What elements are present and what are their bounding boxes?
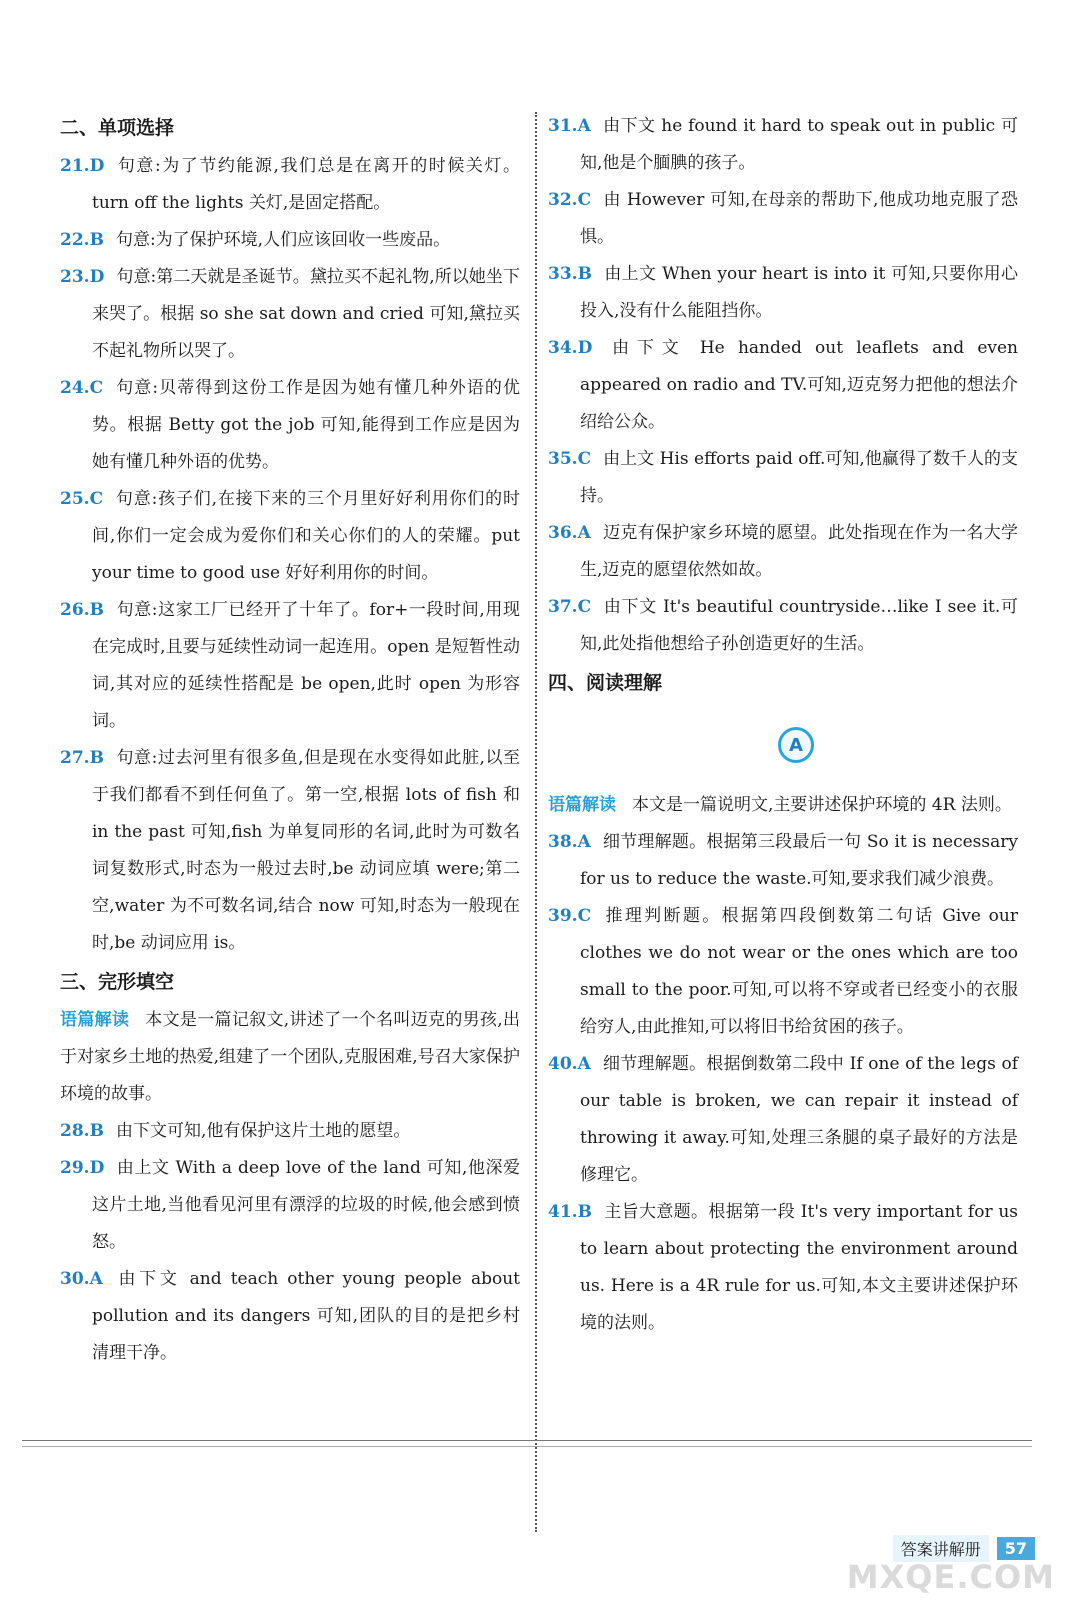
answer-item — [60, 370, 520, 481]
answer-explanation: 句意:第二天就是圣诞节。黛拉买不起礼物,所以她坐下来哭了。根据 so she sat down and cried 可知,黛拉买不起礼物所以哭了。 — [92, 267, 520, 361]
answer-explanation: 迈克有保护家乡环境的愿望。此处指现在作为一名大学生,迈克的愿望依然如故。 — [580, 523, 1018, 580]
answer-number: 31.A — [548, 116, 591, 136]
answer-number: 33.B — [548, 264, 592, 284]
answer-explanation: 由 However 可知,在母亲的帮助下,他成功地克服了恐惧。 — [580, 190, 1018, 247]
answer-number: 24.C — [60, 378, 104, 398]
book-name: 答案讲解册 — [893, 1535, 989, 1562]
answer-explanation: 句意:过去河里有很多鱼,但是现在水变得如此脏,以至于我们都看不到任何鱼了。第一空,根据 lots of fish 和 in the past 可知,fish 为单复同形的名词,此时为可数名词复数形式,时态为一般过去时,be 动词应填 were;第二空,water 为不可数名词,结合 now 可知,时态为一般现在时,be 动词应用 is。 — [92, 748, 520, 953]
answer-explanation: 推理判断题。根据第四段倒数第二句话 Give our clothes we do not wear or the ones which are too small to the poor.可知,可以将不穿或者已经变小的衣服给穷人,由此推知,可以将旧书给贫困的孩子。 — [580, 906, 1018, 1037]
scan-line — [22, 1446, 1032, 1447]
scan-line — [22, 1440, 1032, 1441]
passage-analysis — [60, 1002, 520, 1113]
answer-explanation: 由上文 When your heart is into it 可知,只要你用心投入,没有什么能阻挡你。 — [580, 264, 1018, 321]
passage-analysis-label: 语篇解读 — [548, 795, 616, 815]
answer-item — [548, 1194, 1018, 1342]
answer-explanation: 句意:这家工厂已经开了十年了。for+一段时间,用现在完成时,且要与延续性动词一起连用。open 是短暂性动词,其对应的延续性搭配是 be open,此时 open 为形容词。 — [92, 600, 520, 731]
right-column — [548, 108, 1018, 1342]
answer-item — [60, 1113, 520, 1150]
answer-item — [548, 824, 1018, 898]
answer-number: 39.C — [548, 906, 592, 926]
answer-number: 32.C — [548, 190, 592, 210]
page-number: 57 — [997, 1537, 1035, 1560]
passage-a-badge-icon: A — [778, 727, 814, 763]
answer-explanation: 由上文 With a deep love of the land 可知,他深爱这片土地,当他看见河里有漂浮的垃圾的时候,他会感到愤怒。 — [92, 1158, 520, 1252]
answer-explanation: 句意:孩子们,在接下来的三个月里好好利用你们的时间,你们一定会成为爱你们和关心你们的人的荣耀。put your time to good use 好好利用你的时间。 — [92, 489, 520, 583]
answer-number: 27.B — [60, 748, 104, 768]
answer-item — [60, 481, 520, 592]
answer-explanation: 细节理解题。根据倒数第二段中 If one of the legs of our table is broken, we can repair it instead of throwing it away.可知,处理三条腿的桌子最好的方法是修理它。 — [580, 1054, 1018, 1185]
answer-number: 41.B — [548, 1202, 592, 1222]
answer-item — [60, 740, 520, 962]
answer-number: 36.A — [548, 523, 591, 543]
answer-item — [548, 330, 1018, 441]
answer-item — [548, 256, 1018, 330]
answer-item — [548, 589, 1018, 663]
answer-item — [60, 222, 520, 259]
answer-item — [60, 148, 520, 222]
passage-analysis-text: 本文是一篇记叙文,讲述了一个名叫迈克的男孩,出于对家乡土地的热爱,组建了一个团队,克服困难,号召大家保护环境的故事。 — [60, 1010, 521, 1104]
answer-item — [60, 1261, 520, 1372]
answer-item — [60, 592, 520, 740]
passage-analysis-text: 本文是一篇说明文,主要讲述保护环境的 4R 法则。 — [632, 795, 1012, 815]
section-title-cloze: 三、完形填空 — [60, 971, 175, 993]
answer-number: 23.D — [60, 267, 105, 287]
answer-item — [548, 898, 1018, 1046]
answer-explanation: 由下文 and teach other young people about pollution and its dangers 可知,团队的目的是把乡村清理干净。 — [92, 1269, 520, 1363]
answer-item — [548, 182, 1018, 256]
section-title-single-choice: 二、单项选择 — [60, 117, 175, 139]
answer-item — [60, 1150, 520, 1261]
answer-item — [60, 259, 520, 370]
answer-number: 22.B — [60, 230, 104, 250]
answer-explanation: 由上文 His efforts paid off.可知,他赢得了数千人的支持。 — [580, 449, 1018, 506]
answer-explanation: 句意:为了保护环境,人们应该回收一些废品。 — [115, 230, 451, 250]
left-column — [60, 108, 520, 1372]
site-watermark: MXQE.COM — [846, 1558, 1055, 1596]
passage-badge-row — [548, 703, 1018, 787]
column-divider — [535, 112, 537, 1532]
answer-number: 40.A — [548, 1054, 591, 1074]
passage-analysis-label: 语篇解读 — [60, 1010, 130, 1030]
answer-explanation: 主旨大意题。根据第一段 It's very important for us to learn about protecting the environment around us. Here is a 4R rule for us.可知,本文主要讲述保护环境的法则。 — [580, 1202, 1018, 1333]
answer-number: 35.C — [548, 449, 592, 469]
answer-explanation: 由下文 he found it hard to speak out in public 可知,他是个腼腆的孩子。 — [580, 116, 1018, 173]
answer-item — [548, 441, 1018, 515]
answer-number: 34.D — [548, 338, 593, 358]
answer-item — [548, 1046, 1018, 1194]
answer-number: 37.C — [548, 597, 592, 617]
answer-number: 28.B — [60, 1121, 104, 1141]
answer-number: 25.C — [60, 489, 104, 509]
answer-item — [548, 515, 1018, 589]
section-title-reading: 四、阅读理解 — [548, 672, 663, 694]
answer-explanation: 句意:为了节约能源,我们总是在离开的时候关灯。turn off the lights 关灯,是固定搭配。 — [92, 156, 520, 213]
answer-number: 21.D — [60, 156, 105, 176]
answer-explanation: 由下文 He handed out leaflets and even appeared on radio and TV.可知,迈克努力把他的想法介绍给公众。 — [580, 338, 1018, 432]
passage-analysis — [548, 787, 1018, 824]
answer-number: 29.D — [60, 1158, 105, 1178]
answer-explanation: 由下文可知,他有保护这片土地的愿望。 — [115, 1121, 411, 1141]
answer-number: 30.A — [60, 1269, 103, 1289]
answer-number: 26.B — [60, 600, 104, 620]
answer-item — [548, 108, 1018, 182]
answer-explanation: 由下文 It's beautiful countryside…like I see it.可知,此处指他想给子孙创造更好的生活。 — [580, 597, 1018, 654]
answer-number: 38.A — [548, 832, 591, 852]
answer-explanation: 句意:贝蒂得到这份工作是因为她有懂几种外语的优势。根据 Betty got the job 可知,能得到工作应是因为她有懂几种外语的优势。 — [92, 378, 520, 472]
answer-explanation: 细节理解题。根据第三段最后一句 So it is necessary for us to reduce the waste.可知,要求我们减少浪费。 — [580, 832, 1018, 889]
